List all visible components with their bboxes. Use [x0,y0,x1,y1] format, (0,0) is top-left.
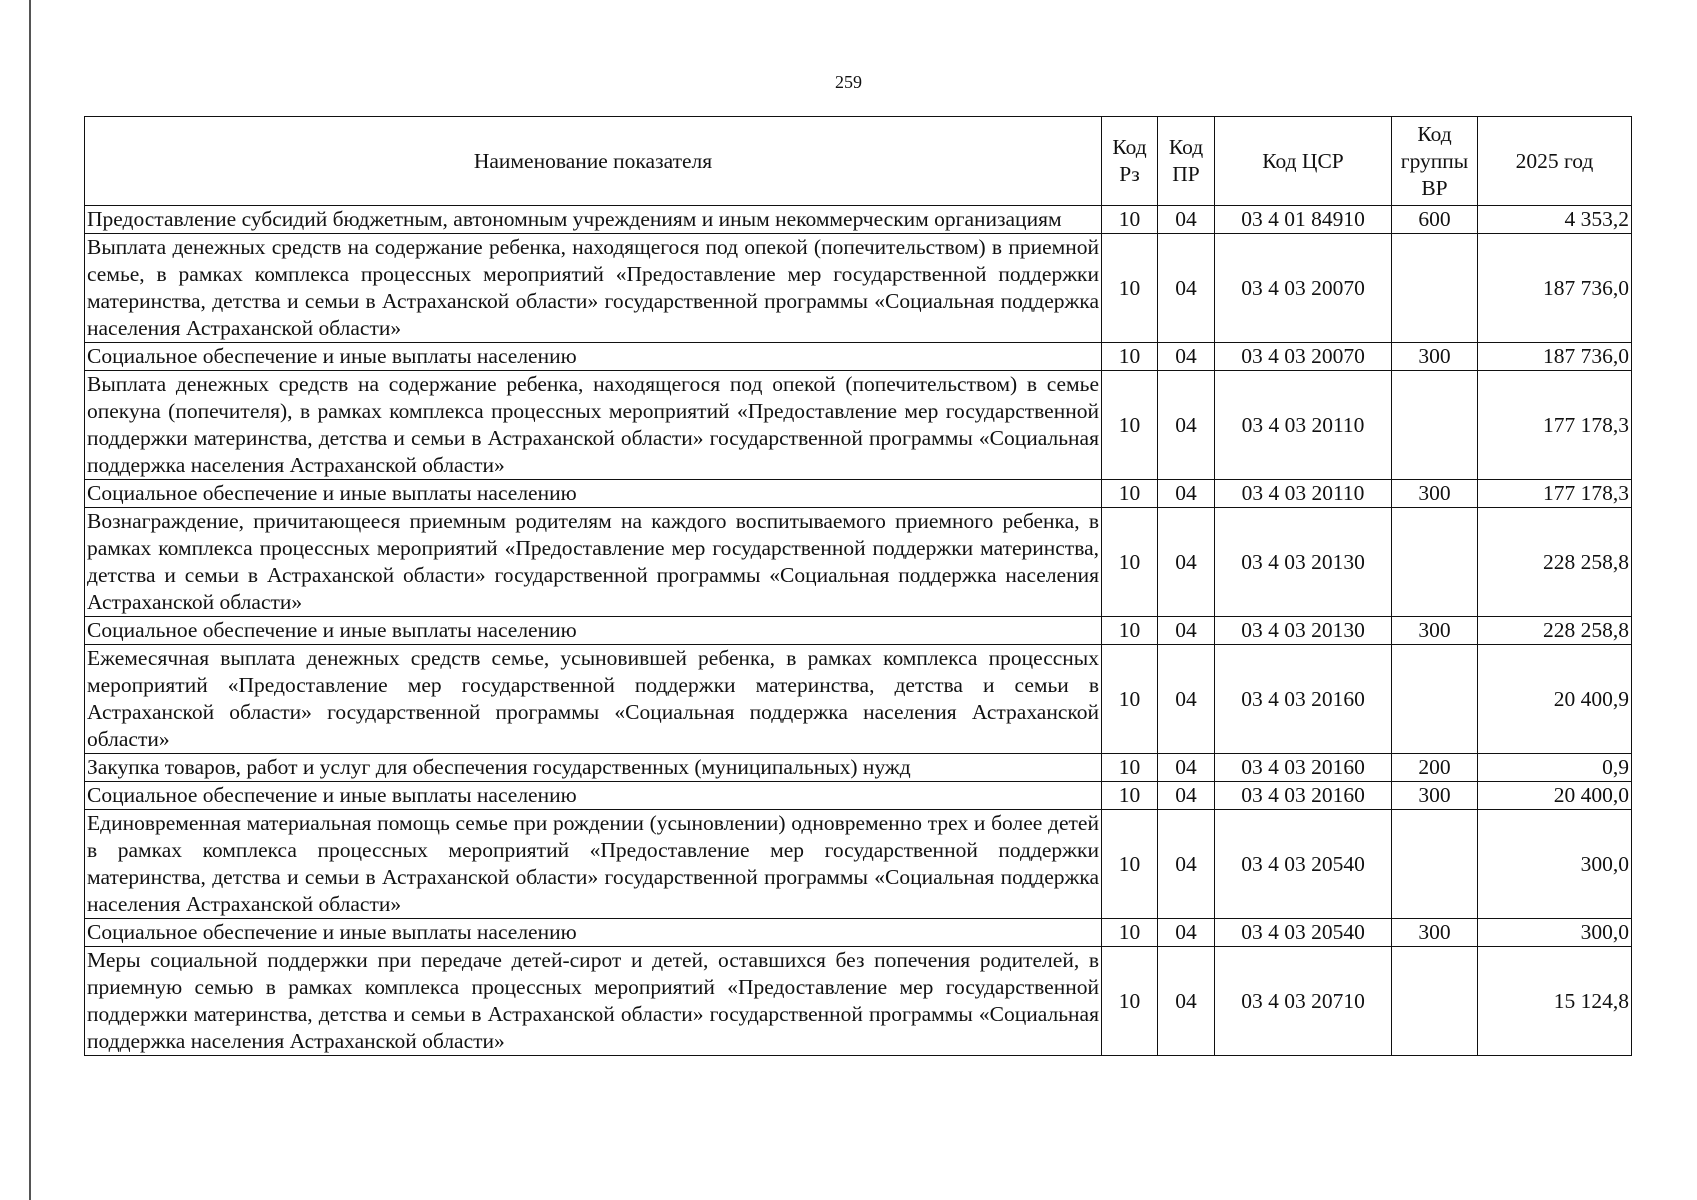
table-row [85,754,1632,782]
cell-name: Ежемесячная выплата денежных средств семье, усыновившей ребенка, в рамках комплекса процессных мероприятий «Предоставление мер государственной поддержки материнства, детства и семьи в Астраханской области» государственной программы «Социальная поддержка населения Астраханской области» [85,645,1102,754]
cell-amount: 15 124,8 [1478,947,1632,1056]
header-year: 2025 год [1478,117,1632,206]
cell-pr: 04 [1158,782,1215,810]
table-row [85,480,1632,508]
table-row [85,343,1632,371]
cell-csr: 03 4 03 20070 [1215,234,1392,343]
cell-csr: 03 4 03 20540 [1215,810,1392,919]
cell-pr: 04 [1158,480,1215,508]
cell-pr: 04 [1158,371,1215,480]
cell-rz: 10 [1102,508,1158,617]
page-number: 259 [835,72,862,92]
cell-vr: 300 [1392,782,1478,810]
cell-amount: 20 400,0 [1478,782,1632,810]
table-row [85,617,1632,645]
table-row [85,947,1632,1056]
cell-csr: 03 4 03 20110 [1215,371,1392,480]
header-name: Наименование показателя [85,117,1102,206]
cell-name: Выплата денежных средств на содержание ребенка, находящегося под опекой (попечительством) в семье опекуна (попечителя), в рамках комплекса процессных мероприятий «Предоставление мер государственной поддержки материнства, детства и семьи в Астраханской области» государственной программы «Социальная поддержка населения Астраханской области» [85,371,1102,480]
cell-amount: 187 736,0 [1478,234,1632,343]
cell-rz: 10 [1102,234,1158,343]
cell-vr: 300 [1392,919,1478,947]
cell-csr: 03 4 03 20160 [1215,645,1392,754]
header-vr: Код группы ВР [1392,117,1478,206]
cell-csr: 03 4 03 20130 [1215,508,1392,617]
cell-name: Предоставление субсидий бюджетным, автономным учреждениям и иным некоммерческим организациям [85,206,1102,234]
cell-amount: 20 400,9 [1478,645,1632,754]
cell-pr: 04 [1158,508,1215,617]
table-row [85,810,1632,919]
cell-vr: 600 [1392,206,1478,234]
cell-name: Социальное обеспечение и иные выплаты населению [85,617,1102,645]
cell-csr: 03 4 01 84910 [1215,206,1392,234]
table-header-row [85,117,1632,206]
cell-pr: 04 [1158,234,1215,343]
cell-amount: 0,9 [1478,754,1632,782]
table-body [85,206,1632,1056]
scan-margin-line [29,0,31,1200]
cell-vr: 300 [1392,480,1478,508]
cell-name: Выплата денежных средств на содержание ребенка, находящегося под опекой (попечительством) в приемной семье, в рамках комплекса процессных мероприятий «Предоставление мер государственной поддержки материнства, детства и семьи в Астраханской области» государственной программы «Социальная поддержка населения Астраханской области» [85,234,1102,343]
cell-amount: 177 178,3 [1478,371,1632,480]
cell-vr [1392,371,1478,480]
header-rz: Код Рз [1102,117,1158,206]
table-row [85,234,1632,343]
header-pr: Код ПР [1158,117,1215,206]
cell-vr: 200 [1392,754,1478,782]
cell-rz: 10 [1102,343,1158,371]
cell-rz: 10 [1102,617,1158,645]
cell-vr: 300 [1392,343,1478,371]
table-row [85,371,1632,480]
cell-pr: 04 [1158,947,1215,1056]
cell-rz: 10 [1102,371,1158,480]
cell-rz: 10 [1102,810,1158,919]
cell-pr: 04 [1158,754,1215,782]
cell-rz: 10 [1102,782,1158,810]
cell-rz: 10 [1102,206,1158,234]
cell-csr: 03 4 03 20070 [1215,343,1392,371]
cell-amount: 177 178,3 [1478,480,1632,508]
cell-name: Закупка товаров, работ и услуг для обеспечения государственных (муниципальных) нужд [85,754,1102,782]
cell-amount: 4 353,2 [1478,206,1632,234]
cell-pr: 04 [1158,645,1215,754]
cell-pr: 04 [1158,919,1215,947]
cell-amount: 228 258,8 [1478,617,1632,645]
cell-amount: 228 258,8 [1478,508,1632,617]
cell-name: Социальное обеспечение и иные выплаты населению [85,782,1102,810]
cell-csr: 03 4 03 20110 [1215,480,1392,508]
cell-vr [1392,508,1478,617]
cell-rz: 10 [1102,947,1158,1056]
cell-pr: 04 [1158,343,1215,371]
cell-pr: 04 [1158,810,1215,919]
cell-name: Единовременная материальная помощь семье при рождении (усыновлении) одновременно трех и более детей в рамках комплекса процессных мероприятий «Предоставление мер государственной поддержки материнства, детства и семьи в Астраханской области» государственной программы «Социальная поддержка населения Астраханской области» [85,810,1102,919]
cell-name: Социальное обеспечение и иные выплаты населению [85,919,1102,947]
budget-table [84,116,1632,1056]
cell-amount: 300,0 [1478,810,1632,919]
table-row [85,782,1632,810]
cell-vr [1392,947,1478,1056]
header-csr: Код ЦСР [1215,117,1392,206]
table-row [85,919,1632,947]
cell-amount: 300,0 [1478,919,1632,947]
cell-pr: 04 [1158,206,1215,234]
cell-rz: 10 [1102,480,1158,508]
cell-amount: 187 736,0 [1478,343,1632,371]
cell-vr [1392,645,1478,754]
cell-csr: 03 4 03 20540 [1215,919,1392,947]
cell-pr: 04 [1158,617,1215,645]
cell-name: Меры социальной поддержки при передаче детей-сирот и детей, оставшихся без попечения родителей, в приемную семью в рамках комплекса процессных мероприятий «Предоставление мер государственной поддержки материнства, детства и семьи в Астраханской области» государственной программы «Социальная поддержка населения Астраханской области» [85,947,1102,1056]
cell-csr: 03 4 03 20160 [1215,782,1392,810]
table-row [85,508,1632,617]
table-row [85,645,1632,754]
cell-rz: 10 [1102,754,1158,782]
cell-name: Вознаграждение, причитающееся приемным родителям на каждого воспитываемого приемного ребенка, в рамках комплекса процессных мероприятий «Предоставление мер государственной поддержки материнства, детства и семьи в Астраханской области» государственной программы «Социальная поддержка населения Астраханской области» [85,508,1102,617]
cell-vr: 300 [1392,617,1478,645]
cell-name: Социальное обеспечение и иные выплаты населению [85,343,1102,371]
table-row [85,206,1632,234]
cell-csr: 03 4 03 20710 [1215,947,1392,1056]
cell-rz: 10 [1102,645,1158,754]
cell-vr [1392,810,1478,919]
cell-rz: 10 [1102,919,1158,947]
cell-name: Социальное обеспечение и иные выплаты населению [85,480,1102,508]
cell-vr [1392,234,1478,343]
cell-csr: 03 4 03 20130 [1215,617,1392,645]
cell-csr: 03 4 03 20160 [1215,754,1392,782]
